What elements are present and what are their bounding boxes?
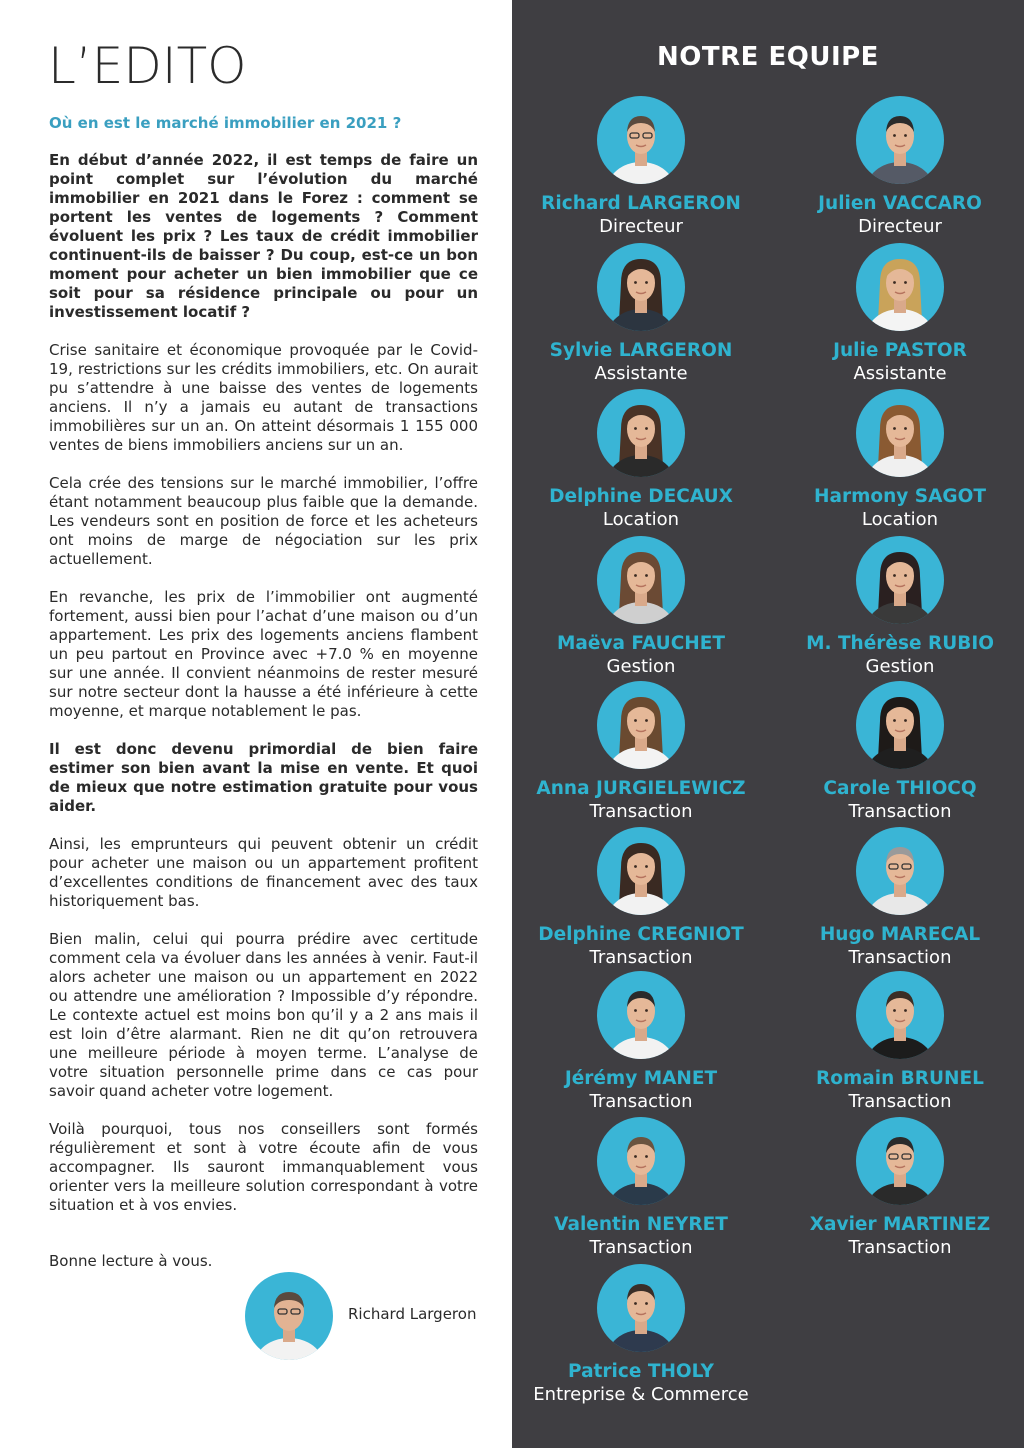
member-photo	[597, 1117, 685, 1205]
member-photo	[597, 971, 685, 1059]
member-photo	[597, 827, 685, 915]
member-name: Delphine CREGNIOT	[538, 924, 744, 945]
person-avatar-icon	[597, 827, 685, 915]
edito-subtitle: Où en est le marché immobilier en 2021 ?	[49, 114, 402, 132]
person-avatar-icon	[597, 536, 685, 624]
member-photo	[856, 971, 944, 1059]
team-member	[775, 681, 1024, 823]
team-member	[775, 827, 1024, 969]
edito-paragraph: En début d’année 2022, il est temps de faire un point complet sur l’évolution du marché immobilier en 2021 dans le Forez : comment se portent les ventes de logements ? Comment évoluent les prix ? Les taux de crédit immobilier continuent-ils de baisser ? Du coup, est-ce un bon moment pour acheter un bien immobilier que ce soit pour sa résidence principale ou pour un investissement locatif ?	[49, 151, 478, 321]
edito-paragraph: Ainsi, les emprunteurs qui peuvent obtenir un crédit pour acheter une maison ou un appartement profitent d’excellentes conditions de financement avec des taux historiquement bas.	[49, 835, 478, 910]
member-name: Julien VACCARO	[818, 193, 982, 214]
member-role: Assistante	[853, 363, 947, 384]
member-photo	[597, 536, 685, 624]
member-role: Transaction	[589, 1091, 693, 1112]
member-name: Richard LARGERON	[541, 193, 741, 214]
member-photo	[856, 827, 944, 915]
member-role: Directeur	[599, 216, 683, 237]
member-photo	[597, 1264, 685, 1352]
member-photo	[856, 243, 944, 331]
member-photo	[856, 389, 944, 477]
team-member	[516, 827, 766, 969]
member-role: Transaction	[589, 801, 693, 822]
person-avatar-icon	[856, 389, 944, 477]
member-role: Location	[602, 509, 680, 530]
team-member	[516, 96, 766, 238]
person-avatar-icon	[856, 536, 944, 624]
team-member	[516, 389, 766, 531]
team-title: NOTRE EQUIPE	[657, 42, 879, 72]
team-member	[516, 1264, 766, 1406]
person-avatar-icon	[597, 1264, 685, 1352]
edito-paragraph: Bien malin, celui qui pourra prédire avec certitude comment cela va évoluer dans les années à venir. Faut-il alors acheter une maison ou un appartement en 2022 ou attendre une amélioration ? Impossible d’y répondre. Le contexte actuel est moins bon qu’il y a 2 ans mais il est loin d’être alarmant. Rien ne dit qu’on retrouvera une meilleure période à moyen terme. L’analyse de votre situation personnelle prime dans ce cas pour savoir quand acheter votre logement.	[49, 930, 478, 1100]
member-name: Maëva FAUCHET	[556, 633, 726, 654]
member-role: Transaction	[848, 1237, 952, 1258]
member-name: M. Thérèse RUBIO	[806, 633, 994, 654]
member-name: Valentin NEYRET	[554, 1214, 728, 1235]
person-avatar-icon	[597, 681, 685, 769]
member-role: Assistante	[594, 363, 688, 384]
person-avatar-icon	[597, 1117, 685, 1205]
member-name: Jérémy MANET	[564, 1068, 718, 1089]
edito-body	[49, 151, 478, 1290]
edito-closing: Bonne lecture à vous.	[49, 1252, 213, 1270]
person-avatar-icon	[856, 243, 944, 331]
signature-avatar	[245, 1272, 333, 1360]
member-role: Transaction	[848, 801, 952, 822]
member-name: Anna JURGIELEWICZ	[536, 778, 746, 799]
member-name: Delphine DECAUX	[549, 486, 733, 507]
edito-paragraph: Il est donc devenu primordial de bien faire estimer son bien avant la mise en vente. Et quoi de mieux que notre estimation gratuite pour vous aider.	[49, 740, 478, 815]
edito-paragraph: Crise sanitaire et économique provoquée par le Covid-19, restrictions sur les crédits immobiliers, etc. On aurait pu s’attendre à une baisse des ventes de logements anciens. Il n’y a jamais eu autant de transactions immobilières sur un an. On atteint désormais 1 155 000 ventes de biens immobiliers anciens sur un an.	[49, 341, 478, 454]
team-member	[775, 536, 1024, 678]
person-avatar-icon	[597, 243, 685, 331]
member-photo	[856, 536, 944, 624]
team-member	[775, 243, 1024, 385]
member-name: Carole THIOCQ	[823, 778, 977, 799]
team-member	[516, 971, 766, 1113]
team-member	[775, 971, 1024, 1113]
person-avatar-icon	[856, 971, 944, 1059]
member-role: Transaction	[848, 947, 952, 968]
person-avatar-icon	[597, 971, 685, 1059]
member-name: Sylvie LARGERON	[549, 340, 733, 361]
member-role: Transaction	[848, 1091, 952, 1112]
person-avatar-icon	[856, 96, 944, 184]
team-member	[775, 96, 1024, 238]
member-photo	[597, 681, 685, 769]
person-avatar-icon	[856, 681, 944, 769]
team-member	[775, 389, 1024, 531]
member-name: Julie PASTOR	[833, 340, 967, 361]
edito-paragraph: Cela crée des tensions sur le marché immobilier, l’offre étant notamment beaucoup plus faible que la demande. Les vendeurs sont en position de force et les acheteurs ont moins de marge de négociation sur les prix actuellement.	[49, 474, 478, 568]
member-name: Romain BRUNEL	[816, 1068, 984, 1089]
person-avatar-icon	[856, 827, 944, 915]
member-role: Transaction	[589, 947, 693, 968]
member-photo	[597, 96, 685, 184]
team-member	[775, 1117, 1024, 1259]
member-photo	[856, 1117, 944, 1205]
member-role: Entreprise & Commerce	[533, 1384, 749, 1405]
member-role: Gestion	[606, 656, 676, 677]
member-name: Hugo MARECAL	[819, 924, 981, 945]
person-avatar-icon	[597, 96, 685, 184]
person-avatar-icon	[856, 1117, 944, 1205]
signature-name: Richard Largeron	[348, 1305, 477, 1323]
team-member	[516, 681, 766, 823]
edito-paragraph: Voilà pourquoi, tous nos conseillers sont formés régulièrement et sont à votre écoute afin de vous accompagner. Ils sauront immanquablement vous orienter vers la meilleure solution correspondant à votre situation et à vos envies.	[49, 1120, 478, 1214]
team-member	[516, 1117, 766, 1259]
member-name: Harmony SAGOT	[814, 486, 986, 507]
person-avatar-icon	[597, 389, 685, 477]
member-photo	[856, 681, 944, 769]
member-photo	[597, 389, 685, 477]
team-member	[516, 243, 766, 385]
member-name: Xavier MARTINEZ	[809, 1214, 991, 1235]
edito-paragraph: En revanche, les prix de l’immobilier ont augmenté fortement, aussi bien pour l’achat d’une maison ou d’un appartement. Les prix des logements anciens flambent un peu partout en Province avec +7.0 % en moyenne sur une année. Il convient néanmoins de rester mesuré sur notre secteur dont la hausse a été inférieure à cette moyenne, et marque notablement le pas.	[49, 588, 478, 720]
member-role: Directeur	[858, 216, 942, 237]
member-photo	[856, 96, 944, 184]
member-photo	[597, 243, 685, 331]
member-role: Gestion	[865, 656, 935, 677]
member-role: Transaction	[589, 1237, 693, 1258]
member-role: Location	[861, 509, 939, 530]
page-title: L’EDITO	[48, 37, 247, 95]
team-member	[516, 536, 766, 678]
member-name: Patrice THOLY	[568, 1361, 714, 1382]
